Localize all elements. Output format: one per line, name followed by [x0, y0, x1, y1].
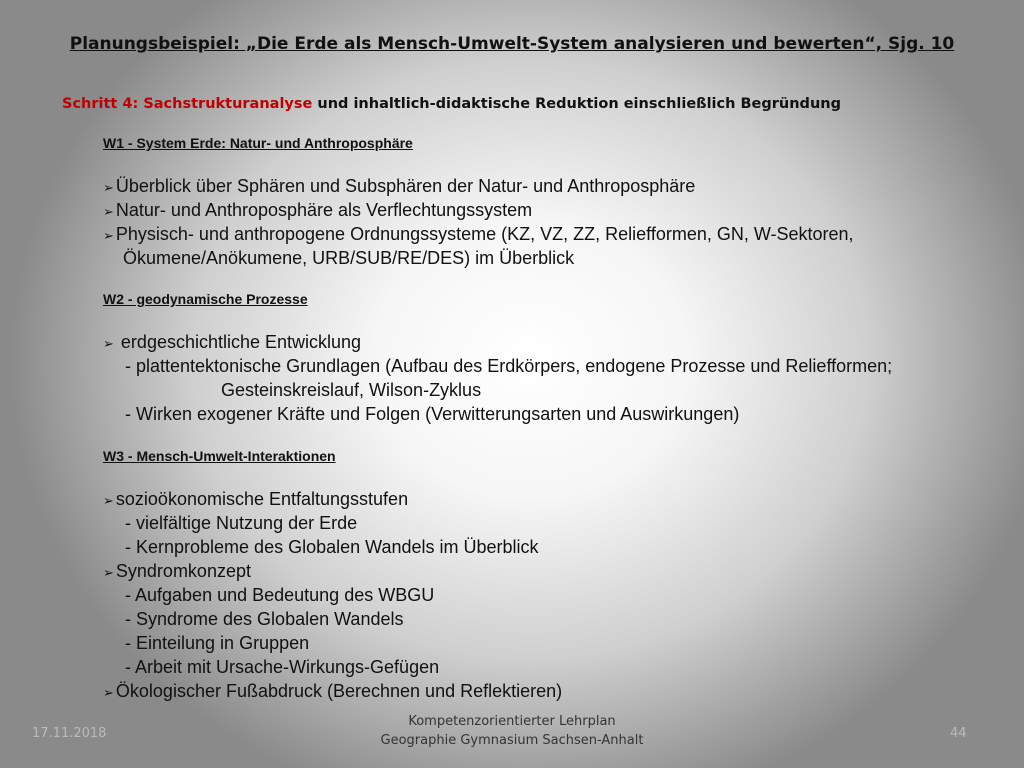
section-heading-w3: W3 - Mensch-Umwelt-Interaktionen: [103, 448, 336, 464]
step-highlight: Schritt 4: Sachstrukturanalyse: [62, 96, 313, 112]
list-subitem: - Arbeit mit Ursache-Wirkungs-Gefügen: [125, 657, 440, 677]
section-heading-w1: W1 - System Erde: Natur- und Anthroposphäre: [103, 135, 413, 151]
list-subitem: - Einteilung in Gruppen: [125, 633, 310, 653]
list-item: ➢ Syndromkonzept: [103, 561, 251, 581]
arrow-bullet-icon: ➢: [103, 685, 114, 700]
arrow-bullet-icon: ➢: [103, 493, 114, 508]
arrow-bullet-icon: ➢: [103, 180, 114, 195]
list-item-continuation: Ökumene/Anökumene, URB/SUB/RE/DES) im Überblick: [123, 248, 575, 268]
footer-line-1: Kompetenzorientierter Lehrplan: [408, 714, 616, 729]
list-item: ➢ Natur- und Anthroposphäre als Verflechtungssystem: [103, 200, 533, 220]
footer-text: [0, 712, 1024, 750]
list-subitem: - Wirken exogener Kräfte und Folgen (Verwitterungsarten und Auswirkungen): [125, 404, 740, 424]
arrow-bullet-icon: ➢: [103, 336, 114, 351]
page-number: 44: [950, 726, 967, 741]
step-rest: und inhaltlich-didaktische Reduktion einschließlich Begründung: [312, 96, 841, 112]
list-item: ➢ sozioökonomische Entfaltungsstufen: [103, 489, 409, 509]
arrow-bullet-icon: ➢: [103, 565, 114, 580]
slide-title: Planungsbeispiel: „Die Erde als Mensch-Umwelt-System analysieren und bewerten“, Sjg. 10: [69, 34, 955, 54]
list-subitem: - Syndrome des Globalen Wandels: [125, 609, 404, 629]
list-item: ➢ Physisch- und anthropogene Ordnungssysteme (KZ, VZ, ZZ, Reliefformen, GN, W-Sektoren,: [103, 224, 854, 244]
list-subitem: - Kernprobleme des Globalen Wandels im Überblick: [125, 537, 539, 557]
list-item: ➢ Überblick über Sphären und Subsphären der Natur- und Anthroposphäre: [103, 176, 696, 196]
list-subitem: - vielfältige Nutzung der Erde: [125, 513, 358, 533]
footer-date: 17.11.2018: [32, 726, 107, 741]
footer-line-2: Geographie Gymnasium Sachsen-Anhalt: [380, 733, 644, 748]
list-item: ➢ Ökologischer Fußabdruck (Berechnen und Reflektieren): [103, 681, 563, 701]
step-heading: [62, 96, 841, 112]
section-heading-w2: W2 - geodynamische Prozesse: [103, 291, 308, 307]
list-subitem: - plattentektonische Grundlagen (Aufbau des Erdkörpers, endogene Prozesse und Reliefformen;: [125, 356, 893, 376]
arrow-bullet-icon: ➢: [103, 204, 114, 219]
list-item: ➢ erdgeschichtliche Entwicklung: [103, 332, 362, 352]
list-subitem: - Aufgaben und Bedeutung des WBGU: [125, 585, 435, 605]
list-subitem-continuation: Gesteinskreislauf, Wilson-Zyklus: [221, 380, 482, 400]
arrow-bullet-icon: ➢: [103, 228, 114, 243]
